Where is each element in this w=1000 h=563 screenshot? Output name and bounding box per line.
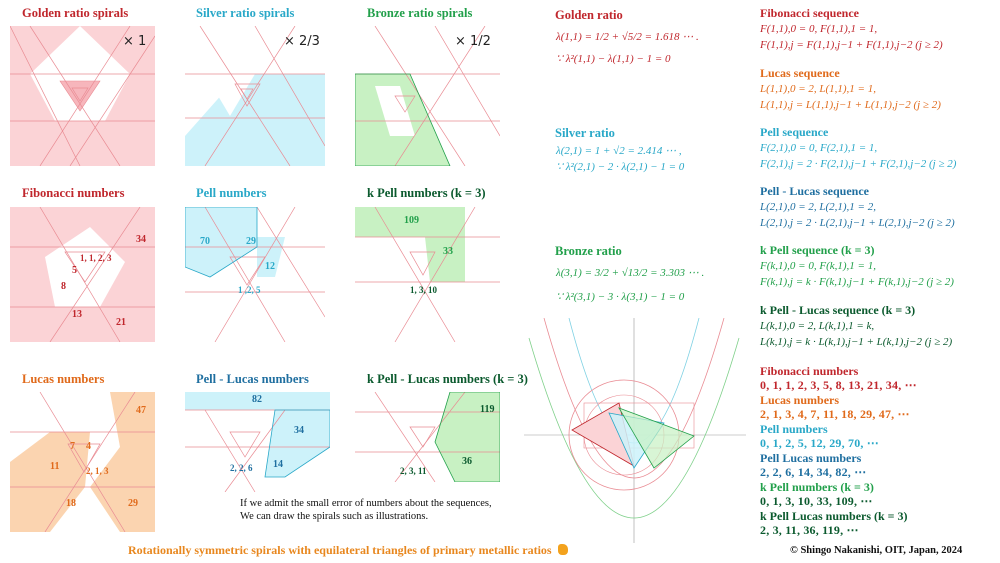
golden-scale-label: × 1	[123, 34, 147, 49]
pell-label-29: 29	[246, 236, 256, 247]
kpell-label-1310: 1, 3, 10	[410, 285, 437, 295]
pl-label-14: 14	[273, 459, 283, 470]
lucas-label-4: 4	[86, 441, 91, 452]
lucas-label-47: 47	[136, 405, 146, 416]
bronze-scale-label: × 1/2	[455, 34, 491, 49]
pell-label-12: 12	[265, 261, 275, 272]
pell-numbers-title: Pell numbers	[196, 186, 267, 200]
note-line-1: If we admit the small error of numbers about the sequences,	[240, 498, 492, 509]
seq-title-fibonacci: Fibonacci sequence	[760, 6, 859, 20]
lucas-label-213: 2, 1, 3	[86, 466, 109, 476]
seq-line2-k-pell-lucas: L(k,1),j = k · L(k,1),j−1 + L(k,1),j−2 (j ≥ 2)	[760, 336, 953, 348]
lucas-spiral-figure	[10, 392, 155, 532]
seq-title-k-pell: k Pell sequence (k = 3)	[760, 243, 875, 257]
lucas-label-18: 18	[66, 498, 76, 509]
footer-caption	[128, 543, 568, 558]
footer-caption-text: Rotationally symmetric spirals with equilateral triangles of primary metallic ratios	[128, 543, 552, 557]
silver-scale-label: × 2/3	[284, 34, 320, 49]
pell-spiral-figure	[185, 207, 325, 342]
list-values-lucas: 2, 1, 3, 4, 7, 11, 18, 29, 47, ⋯	[760, 407, 910, 421]
seq-title-k-pell-lucas: k Pell - Lucas sequence (k = 3)	[760, 303, 916, 317]
seq-line1-pell-lucas: L(2,1),0 = 2, L(2,1),1 = 2,	[760, 201, 876, 213]
list-title-k-pell: k Pell numbers (k = 3)	[760, 480, 874, 494]
pl-label-34: 34	[294, 425, 304, 436]
pell-lucas-numbers-title: Pell - Lucas numbers	[196, 372, 309, 386]
kpl-label-2311: 2, 3, 11	[400, 466, 427, 476]
fib-label-8: 8	[61, 281, 66, 292]
fibonacci-numbers-title: Fibonacci numbers	[22, 186, 125, 200]
list-title-k-pell-lucas: k Pell Lucas numbers (k = 3)	[760, 509, 908, 523]
bronze-ratio-formula: λ(3,1) = 3/2 + √13/2 = 3.303 ⋯ .	[556, 267, 705, 279]
footer-credit: © Shingo Nakanishi, OIT, Japan, 2024	[790, 545, 963, 556]
seq-title-lucas: Lucas sequence	[760, 66, 840, 80]
bronze-spirals-title: Bronze ratio spirals	[367, 6, 473, 20]
kpl-label-119: 119	[480, 404, 495, 415]
seq-line2-pell: F(2,1),j = 2 · F(2,1),j−1 + F(2,1),j−2 (j ≥ 2)	[760, 158, 957, 170]
seq-line2-pell-lucas: L(2,1),j = 2 · L(2,1),j−1 + L(2,1),j−2 (j ≥ 2)	[760, 217, 955, 229]
kpl-label-36: 36	[462, 456, 472, 467]
golden-spirals-title: Golden ratio spirals	[22, 6, 129, 20]
fib-label-13: 13	[72, 309, 82, 320]
lucas-label-7: 7	[70, 441, 75, 452]
golden-ratio-formula: λ(1,1) = 1/2 + √5/2 = 1.618 ⋯ .	[556, 31, 699, 43]
seq-line1-fibonacci: F(1,1),0 = 0, F(1,1),1 = 1,	[760, 23, 878, 35]
silver-spirals-title: Silver ratio spirals	[196, 6, 295, 20]
k-pell-lucas-spiral-figure	[355, 392, 500, 482]
golden-ratio-equation: ∵ λ²(1,1) − λ(1,1) − 1 = 0	[556, 53, 671, 65]
list-values-k-pell-lucas: 2, 3, 11, 36, 119, ⋯	[760, 523, 859, 537]
list-title-lucas: Lucas numbers	[760, 393, 840, 407]
fib-label-5: 5	[72, 265, 77, 276]
fib-label-34: 34	[136, 234, 146, 245]
lucas-numbers-title: Lucas numbers	[22, 372, 105, 386]
bronze-ratio-equation: ∵ λ²(3,1) − 3 · λ(3,1) − 1 = 0	[556, 291, 685, 303]
list-values-pell: 0, 1, 2, 5, 12, 29, 70, ⋯	[760, 436, 879, 450]
bronze-ratio-title: Bronze ratio	[555, 244, 622, 258]
fib-label-21: 21	[116, 317, 126, 328]
k-pell-spiral-figure	[355, 207, 500, 342]
note-line-2: We can draw the spirals such as illustrations.	[240, 511, 429, 522]
k-pell-numbers-title: k Pell numbers (k = 3)	[367, 186, 486, 200]
list-values-k-pell: 0, 1, 3, 10, 33, 109, ⋯	[760, 494, 873, 508]
lucas-label-11: 11	[50, 461, 60, 472]
pl-label-226: 2, 2, 6	[230, 463, 253, 473]
pell-label-125: 1 ,2, 5	[238, 285, 261, 295]
seq-title-pell-lucas: Pell - Lucas sequence	[760, 184, 869, 198]
list-title-pell: Pell numbers	[760, 422, 828, 436]
list-title-fibonacci: Fibonacci numbers	[760, 364, 859, 378]
silver-ratio-formula: λ(2,1) = 1 + √2 = 2.414 ⋯ ,	[556, 145, 682, 157]
list-values-pell-lucas: 2, 2, 6, 14, 34, 82, ⋯	[760, 465, 867, 479]
fib-label-1123: 1, 1, 2, 3	[80, 253, 112, 263]
lucas-label-29: 29	[128, 498, 138, 509]
seq-line1-k-pell-lucas: L(k,1),0 = 2, L(k,1),1 = k,	[760, 320, 875, 332]
fibonacci-spiral-figure	[10, 207, 155, 342]
k-pell-lucas-numbers-title: k Pell - Lucas numbers (k = 3)	[367, 372, 528, 386]
golden-ratio-title: Golden ratio	[555, 8, 623, 22]
seq-line1-k-pell: F(k,1),0 = 0, F(k,1),1 = 1,	[760, 260, 876, 272]
silver-ratio-title: Silver ratio	[555, 126, 615, 140]
pell-lucas-spiral-figure	[185, 392, 330, 492]
kpell-label-33: 33	[443, 246, 453, 257]
pell-label-70: 70	[200, 236, 210, 247]
seq-title-pell: Pell sequence	[760, 125, 829, 139]
list-values-fibonacci: 0, 1, 1, 2, 3, 5, 8, 13, 21, 34, ⋯	[760, 378, 917, 392]
pl-label-82: 82	[252, 394, 262, 405]
silver-ratio-equation: ∵ λ²(2,1) − 2 · λ(2,1) − 1 = 0	[556, 161, 685, 173]
seq-line1-pell: F(2,1),0 = 0, F(2,1),1 = 1,	[760, 142, 878, 154]
thumbs-up-icon	[558, 544, 568, 555]
seq-line2-fibonacci: F(1,1),j = F(1,1),j−1 + F(1,1),j−2 (j ≥ 2)	[760, 39, 943, 51]
seq-line2-lucas: L(1,1),j = L(1,1),j−1 + L(1,1),j−2 (j ≥ 2)	[760, 99, 941, 111]
parabola-circle-diagram	[524, 318, 746, 543]
kpell-label-109: 109	[404, 215, 419, 226]
seq-line1-lucas: L(1,1),0 = 2, L(1,1),1 = 1,	[760, 83, 876, 95]
list-title-pell-lucas: Pell Lucas numbers	[760, 451, 862, 465]
seq-line2-k-pell: F(k,1),j = k · F(k,1),j−1 + F(k,1),j−2 (j ≥ 2)	[760, 276, 954, 288]
